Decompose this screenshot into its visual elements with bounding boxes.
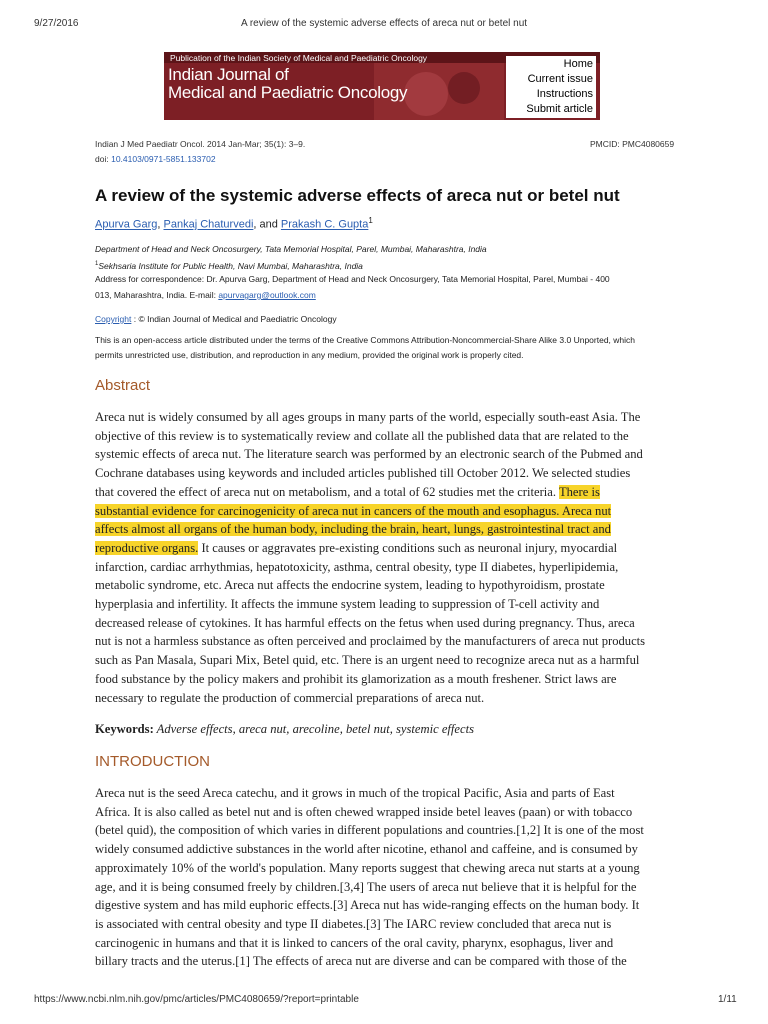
abstract-line: objective of this review is to systematically review and collate all the published data that are related to the [95,428,629,443]
doi-link[interactable]: 10.4103/0971-5851.133702 [111,154,216,164]
abstract-line-text: It causes or aggravates pre-existing conditions such as neuronal injury, myocardial [198,540,618,555]
publisher-line: Publication of the Indian Society of Medical and Paediatric Oncology [170,53,428,63]
abstract-line: Cochrane databases using keywords and included articles published till October 2012. We selected studies [95,466,631,481]
author-affil-sup: 1 [368,216,373,225]
highlight: affects almost all organs of the human body, including the brain, heart, lungs, gastrointestinal tract and [95,522,611,537]
abstract-line: food substance by the policy makers and prohibit its glamorization as a mouth freshener. Strict laws are [95,671,617,686]
author-link[interactable]: Apurva Garg [95,218,158,231]
journal-title-line2: Medical and Paediatric Oncology [168,83,408,102]
copyright-line [95,311,337,327]
abstract-line: infarction, cardiac arrhythmias, hepatotoxicity, asthma, central obesity, type II diabetes, hyperlipidemia, [95,559,619,574]
abstract-line: decreased release of cytokines. It has harmful effects on the fetus when used during pregnancy. Thus, areca [95,615,635,630]
email-link[interactable]: apurvagarg@outlook.com [218,290,316,300]
highlight: substantial evidence for carcinogenicity of areca nut in cancers of the mouth and esophagus. Areca nut [95,503,612,518]
citation-ref: Indian J Med Paediatr Oncol. 2014 Jan-Mar; 35(1): 3–9. [95,139,306,149]
copyright-text: : © Indian Journal of Medical and Paediatric Oncology [131,314,337,324]
abstract-line: nut is not a harmless substance as often perceived and proclaimed by the manufacturers of areca nut products [95,634,646,649]
nav-current-issue[interactable]: Current issue [527,73,593,85]
correspondence-text: 013, Maharashtra, India. E-mail: [95,290,219,300]
author-separator: , [157,218,164,231]
journal-banner [164,52,600,120]
print-page-title: A review of the systemic adverse effects of areca nut or betel nut [240,18,528,29]
print-date: 9/27/2016 [34,18,79,29]
intro-line: billary tracts and the uterus.[1] The effects of areca nut are diverse and can be compared with those of the [95,954,627,969]
keywords-label: Keywords: [95,722,154,736]
abstract-line: hyperplasia and infertility. It affects the immune system leading to suppression of T-cell activity and [95,597,600,612]
abstract-line: metabolic syndrome, etc. Areca nut affects the endocrine system, leading to hypothyroidism, prostate [95,578,605,593]
affiliation-2-text: Sekhsaria Institute for Public Health, Navi Mumbai, Maharashtra, India [98,260,363,271]
intro-line: widely consumed addictive substances in the world after nicotine, ethanol and caffeine, and is consumed by [95,842,638,857]
abstract-line: necessary to regulate the production of commercial preparations of areca nut. [95,690,485,705]
intro-line: approximately 10% of the world's population. Many reports suggest that chewing areca nut starts at a young [95,860,640,875]
nav-home[interactable]: Home [563,58,593,70]
abstract-heading: Abstract [95,377,151,394]
doi-label: doi: [95,154,109,164]
keywords-text: Adverse effects, areca nut, arecoline, betel nut, systemic effects [153,722,474,736]
abstract-line: Areca nut is widely consumed by all ages groups in many parts of the world, especially south-east Asia. The [95,410,641,424]
affiliation-1: Department of Head and Neck Oncosurgery, Tata Memorial Hospital, Parel, Mumbai, Maharashtra, India [95,244,487,254]
print-url: https://www.ncbi.nlm.nih.gov/pmc/articles/PMC4080659/?report=printable [34,994,359,1005]
highlight: reproductive organs. [95,540,199,555]
abstract-line [95,483,695,502]
intro-line: age, and it is being consumed freely by children.[3,4] The users of areca nut believe that it is helpful for the [95,879,637,894]
pmcid: PMCID: PMC4080659 [590,139,675,149]
nav-instructions[interactable]: Instructions [536,88,593,100]
author-separator: , and [253,218,281,231]
abstract-body [95,408,695,707]
intro-line: Areca nut is the seed Areca catechu, and it grows in much of the tropical Pacific, Asia and parts of East [95,786,615,800]
intro-line: carcinogenic in humans and that it is linked to cancers of the oral cavity, pharynx, esophagus, liver and [95,935,614,950]
intro-line: Africa. It is also called as betel nut and is often chewed wrapped inside betel leaves (paan) or with tobacco [95,804,633,819]
author-link[interactable]: Pankaj Chaturvedi [163,218,254,231]
introduction-body [95,784,695,971]
copyright-link[interactable]: Copyright [95,314,132,324]
article-title: A review of the systemic adverse effects of areca nut or betel nut [95,186,620,205]
correspondence-line1: Address for correspondence: Dr. Apurva Garg, Department of Head and Neck Oncosurgery, Tata Memorial Hospital, Parel, Mumbai - 400 [95,274,610,284]
abstract-line [95,520,695,539]
license-line2: permits unrestricted use, distribution, and reproduction in any medium, provided the original work is properly cited. [95,350,524,360]
intro-line: digestive system and has mild euphoric effects.[3] Areca nut has wide-ranging effects on the human body. It [95,898,640,913]
doi-line [95,154,216,164]
print-page-number: 1/11 [718,994,737,1005]
affiliation-2-sup: 1 [95,261,99,267]
abstract-line [95,502,695,521]
abstract-line [95,539,695,558]
abstract-line: such as Pan Masala, Supari Mix, Betel quid, etc. There is an urgent need to recognize areca nut as a harmful [95,653,640,668]
correspondence-line2 [95,287,316,303]
intro-line: (betel quid), the composition of which varies in different populations and countries.[1,2] It is one of the most [95,823,644,838]
author-list [95,216,373,231]
journal-title [168,66,407,102]
keywords-line [95,720,695,739]
abstract-line: systemic effects of areca nut. The literature search was performed by an electronic search of the Pubmed and [95,447,643,462]
author-link[interactable]: Prakash C. Gupta [280,218,369,231]
introduction-heading: INTRODUCTION [95,753,210,770]
journal-title-line1: Indian Journal of [168,65,289,84]
journal-nav [506,56,596,118]
license-line1: This is an open-access article distributed under the terms of the Creative Commons Attribution-Noncommercial-Share Alike 3.0 Unported, which [95,335,635,345]
highlight: There is [558,484,600,499]
abstract-line-text: that covered the effect of areca nut on metabolism, and a total of 62 studies met the criteria. [95,484,559,499]
intro-line: is associated with central obesity and type II diabetes.[3] The IARC review concluded that areca nut is [95,916,612,931]
nav-submit-article[interactable]: Submit article [526,103,593,115]
